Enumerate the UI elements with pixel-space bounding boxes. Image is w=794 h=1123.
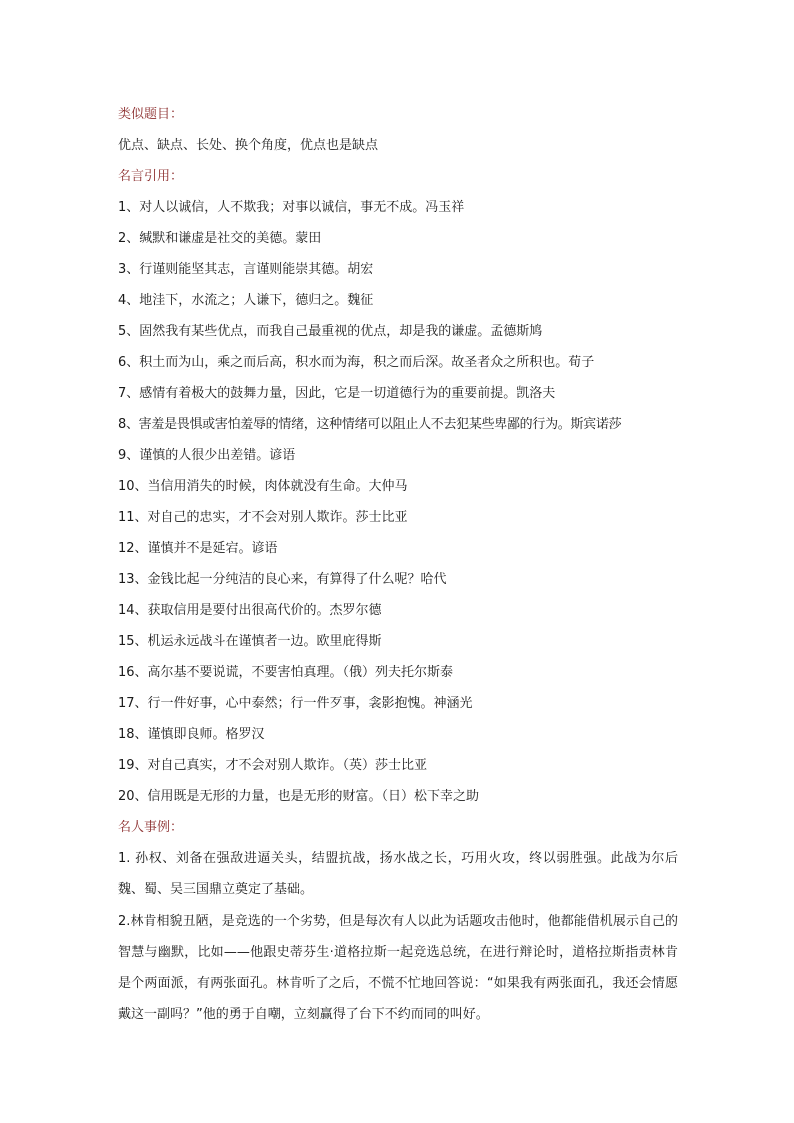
quote-item: 14、获取信用是要付出很高代价的。杰罗尔德 bbox=[118, 603, 382, 618]
quote-item: 1、对人以诚信，人不欺我；对事以诚信，事无不成。冯玉祥 bbox=[118, 200, 465, 215]
document-body bbox=[118, 99, 678, 1030]
quote-item: 4、地洼下，水流之；人谦下，德归之。魏征 bbox=[118, 293, 374, 308]
quote-item: 8、害羞是畏惧或害怕羞辱的情绪，这种情绪可以阻止人不去犯某些卑鄙的行为。斯宾诺莎 bbox=[118, 417, 622, 432]
quotes-heading: 名言引用： bbox=[118, 169, 184, 184]
quote-item: 9、谨慎的人很少出差错。谚语 bbox=[118, 448, 296, 463]
similar-topics-text: 优点、缺点、长处、换个角度，优点也是缺点 bbox=[118, 138, 379, 153]
quote-item: 11、对自己的忠实，才不会对别人欺诈。莎士比亚 bbox=[118, 510, 408, 525]
similar-topics-heading: 类似题目： bbox=[118, 107, 184, 122]
quote-item: 18、谨慎即良师。格罗汉 bbox=[118, 727, 265, 742]
quote-item: 10、当信用消失的时候，肉体就没有生命。大仲马 bbox=[118, 479, 408, 494]
quote-item: 2、缄默和谦虚是社交的美德。蒙田 bbox=[118, 231, 322, 246]
quote-item: 20、信用既是无形的力量，也是无形的财富。（日）松下幸之助 bbox=[118, 789, 480, 804]
quote-item: 3、行谨则能坚其志，言谨则能崇其德。胡宏 bbox=[118, 262, 374, 277]
quote-item: 6、积土而为山，乘之而后高，积水而为海，积之而后深。故圣者众之所积也。荀子 bbox=[118, 355, 595, 370]
quote-item: 16、高尔基不要说谎，不要害怕真理。（俄）列夫托尔斯泰 bbox=[118, 665, 454, 680]
example-paragraph: 2.林肯相貌丑陋，是竞选的一个劣势，但是每次有人以此为话题攻击他时，他都能借机展示自己的智慧与幽默，比如——他跟史蒂芬生·道格拉斯一起竞选总统，在进行辩论时，道格拉斯指责林肯是个两面派，有两张面孔。林肯听了之后，不慌不忙地回答说：“如果我有两张面孔，我还会情愿戴这一副吗？”他的勇于自嘲，立刻赢得了台下不约而同的叫好。 bbox=[118, 914, 678, 1022]
quote-item: 5、固然我有某些优点，而我自己最重视的优点，却是我的谦虚。孟德斯鸠 bbox=[118, 324, 543, 339]
quote-item: 15、机运永远战斗在谨慎者一边。欧里庇得斯 bbox=[118, 634, 382, 649]
examples-heading: 名人事例： bbox=[118, 820, 184, 835]
quote-item: 19、对自己真实，才不会对别人欺诈。（英）莎士比亚 bbox=[118, 758, 428, 773]
example-paragraph: 1. 孙权、刘备在强敌进逼关头，结盟抗战，扬水战之长，巧用火攻，终以弱胜强。此战为尔后魏、蜀、吴三国鼎立奠定了基础。 bbox=[118, 851, 678, 897]
quote-item: 12、谨慎并不是延宕。谚语 bbox=[118, 541, 278, 556]
quote-item: 13、金钱比起一分纯洁的良心来，有算得了什么呢？哈代 bbox=[118, 572, 447, 587]
quote-item: 17、行一件好事，心中泰然；行一件歹事，衾影抱愧。神涵光 bbox=[118, 696, 473, 711]
quote-item: 7、感情有着极大的鼓舞力量，因此，它是一切道德行为的重要前提。凯洛夫 bbox=[118, 386, 556, 401]
